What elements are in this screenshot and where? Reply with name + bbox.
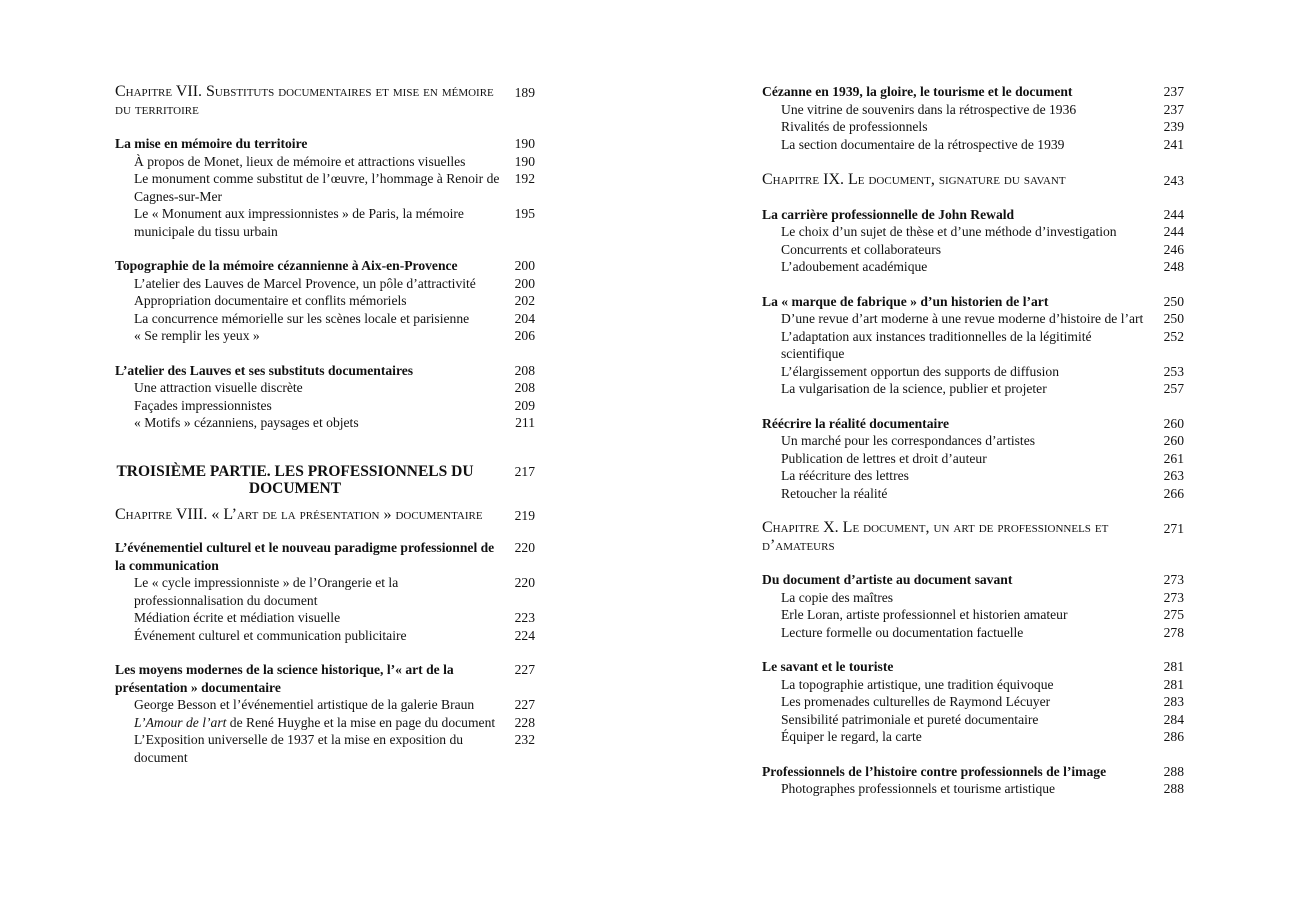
toc-entry-title: L’événementiel culturel et le nouveau paradigme professionnel de la communication (115, 540, 495, 573)
toc-entry-page-number: 278 (1163, 624, 1184, 640)
toc-entry-title: Erle Loran, artiste professionnel et historien amateur (781, 607, 1068, 622)
toc-entry-sub (762, 676, 1184, 694)
toc-entry-page-number: 223 (514, 610, 535, 625)
toc-entry-page-number: 250 (1163, 311, 1184, 326)
toc-entry-sub (115, 696, 535, 714)
toc-entry-page-number: 253 (1163, 363, 1184, 379)
toc-entry-title: TROISIÈME PARTIE. LES PROFESSIONNELS DU DOCUMENT (116, 462, 474, 497)
toc-entry-page-number: 288 (1163, 763, 1184, 779)
toc-entry-page-number: 271 (1163, 521, 1184, 536)
toc-entry-page-number: 219 (514, 507, 535, 523)
toc-entry-page-number: 206 (514, 328, 535, 343)
toc-entry-page-number: 209 (514, 397, 535, 413)
toc-entry-section (762, 293, 1184, 311)
toc-entry-page-number: 266 (1163, 485, 1184, 501)
toc-entry-page-number: 237 (1163, 101, 1184, 117)
toc-entry-page-number: 250 (1163, 293, 1184, 309)
toc-entry-sub (115, 153, 535, 171)
toc-entry-sub (115, 205, 535, 240)
toc-entry-section (115, 135, 535, 153)
toc-entry-italic-title: L’Amour de l’art (134, 714, 227, 730)
toc-entry-page-number: 273 (1163, 589, 1184, 605)
toc-entry-page-number: 261 (1163, 450, 1184, 466)
toc-entry-page-number: 273 (1163, 572, 1184, 587)
toc-entry-title: Topographie de la mémoire cézannienne à Aix-en-Provence (115, 258, 458, 273)
toc-entry-section (762, 206, 1184, 224)
toc-entry-title: La « marque de fabrique » d’un historien de l’art (762, 293, 1049, 309)
toc-entry-sub (762, 363, 1184, 381)
toc-entry-page-number: 275 (1163, 607, 1184, 622)
toc-entry-page-number: 246 (1163, 241, 1184, 257)
toc-entry-sub (762, 606, 1184, 624)
toc-entry-title: Publication de lettres et droit d’auteur (781, 450, 987, 466)
toc-entry-title: Équiper le regard, la carte (781, 729, 922, 744)
toc-entry-sub (762, 328, 1184, 363)
toc-entry-page-number: 190 (514, 136, 535, 151)
toc-entry-title: Événement culturel et communication publicitaire (134, 627, 407, 643)
toc-entry-chapter (762, 171, 1184, 189)
toc-entry-page-number: 239 (1163, 119, 1184, 134)
toc-entry-page-number: 204 (514, 310, 535, 326)
toc-entry-title: L’adoubement académique (781, 259, 928, 274)
toc-entry-title: Façades impressionnistes (134, 397, 272, 413)
toc-entry-page-number: 257 (1163, 381, 1184, 396)
toc-entry-page-number: 248 (1163, 259, 1184, 274)
toc-entry-sub (762, 223, 1184, 241)
toc-entry-section (762, 763, 1184, 781)
toc-entry-sub (115, 627, 535, 645)
toc-entry-page-number: 228 (514, 714, 535, 730)
toc-entry-title-rest: de René Huyghe et la mise en page du document (226, 714, 496, 730)
toc-entry-page-number: 224 (514, 627, 535, 643)
toc-entry-page-number: 241 (1163, 136, 1184, 152)
toc-entry-page-number: 189 (514, 85, 535, 100)
toc-entry-chapter (115, 506, 535, 524)
toc-entry-title: Chapitre VII. Substituts documentaires et mise en mémoire du territoire (115, 83, 494, 118)
toc-entry-page-number: 220 (514, 575, 535, 590)
toc-entry-page-number: 211 (515, 415, 535, 430)
toc-entry-sub (115, 310, 535, 328)
toc-entry-sub (762, 780, 1184, 798)
toc-entry-title: Une vitrine de souvenirs dans la rétrospective de 1936 (781, 101, 1077, 117)
toc-entry-page-number: 243 (1163, 173, 1184, 188)
toc-entry-page-number: 260 (1163, 415, 1184, 431)
toc-entry-title: Médiation écrite et médiation visuelle (134, 610, 341, 625)
toc-entry-title: Une attraction visuelle discrète (134, 380, 303, 395)
toc-entry-title: Réécrire la réalité documentaire (762, 415, 950, 431)
toc-entry-title: L’adaptation aux instances traditionnelles de la légitimité scientifique (781, 328, 1092, 361)
toc-entry-title: L’Exposition universelle de 1937 et la mise en exposition du document (134, 732, 464, 765)
toc-entry-title: La copie des maîtres (781, 589, 894, 605)
toc-entry-title: Les moyens modernes de la science historique, l’« art de la présentation » documentaire (115, 662, 454, 695)
toc-entry-sub (762, 241, 1184, 259)
toc-entry-page-number: 227 (514, 697, 535, 712)
toc-entry-title: Concurrents et collaborateurs (781, 241, 942, 257)
toc-entry-title: George Besson et l’événementiel artistique de la galerie Braun (134, 697, 475, 712)
toc-entry-title: La section documentaire de la rétrospective de 1939 (781, 136, 1065, 152)
toc-right-column (762, 83, 1184, 798)
toc-entry-page-number: 237 (1163, 84, 1184, 99)
toc-entry-title: Rivalités de professionnels (781, 119, 928, 134)
toc-entry-title: La réécriture des lettres (781, 468, 909, 483)
toc-entry-page-number: 252 (1163, 328, 1184, 344)
toc-entry-sub (115, 292, 535, 310)
toc-entry-chapter (115, 83, 535, 118)
toc-entry-title: La concurrence mémorielle sur les scènes locale et parisienne (134, 310, 470, 326)
toc-entry-sub (115, 414, 535, 432)
toc-entry-page-number: 244 (1163, 206, 1184, 222)
toc-entry-title: Les promenades culturelles de Raymond Lécuyer (781, 694, 1051, 709)
toc-entry-page-number: 286 (1163, 729, 1184, 744)
toc-entry-page-number: 190 (514, 153, 535, 169)
toc-entry-title: Chapitre X. Le document, un art de professionnels et d’amateurs (762, 519, 1109, 554)
toc-entry-title (115, 714, 535, 732)
toc-entry-sub (762, 432, 1184, 450)
toc-entry-sub (762, 101, 1184, 119)
toc-entry-title: La topographie artistique, une tradition équivoque (781, 676, 1054, 692)
toc-entry-sub (762, 485, 1184, 503)
toc-entry-section (115, 257, 535, 275)
toc-entry-title: Chapitre VIII. « L’art de la présentation » documentaire (115, 505, 483, 523)
toc-entry-title: Chapitre IX. Le document, signature du savant (762, 171, 1066, 188)
toc-entry-title: L’atelier des Lauves et ses substituts documentaires (115, 362, 414, 378)
toc-entry-sub (762, 118, 1184, 136)
toc-entry-title: « Se remplir les yeux » (134, 328, 260, 343)
toc-entry-section (115, 362, 535, 380)
toc-entry-sub (762, 728, 1184, 746)
toc-entry-page-number: 263 (1163, 468, 1184, 483)
toc-entry-sub (762, 711, 1184, 729)
toc-entry-title: « Motifs » cézanniens, paysages et objets (134, 415, 359, 430)
toc-entry-page-number: 192 (514, 171, 535, 186)
toc-entry-section (762, 658, 1184, 676)
toc-entry-sub (115, 609, 535, 627)
toc-entry-title: Du document d’artiste au document savant (762, 572, 1013, 587)
toc-entry-page-number: 227 (514, 662, 535, 677)
toc-entry-page-number: 281 (1163, 659, 1184, 674)
toc-entry-page-number: 202 (514, 293, 535, 308)
toc-entry-title: La vulgarisation de la science, publier et projeter (781, 381, 1047, 396)
toc-entry-sub (762, 693, 1184, 711)
toc-entry-section (115, 661, 535, 696)
toc-left-column (115, 83, 535, 766)
toc-entry-sub (115, 731, 535, 766)
toc-entry-page-number: 208 (514, 380, 535, 395)
toc-entry-sub (762, 589, 1184, 607)
toc-entry-title: Le « Monument aux impressionnistes » de Paris, la mémoire municipale du tissu urbain (134, 206, 464, 239)
toc-entry-section (762, 571, 1184, 589)
toc-entry-sub (762, 310, 1184, 328)
toc-entry-page-number: 284 (1163, 711, 1184, 727)
toc-entry-sub (115, 170, 535, 205)
toc-entry-page-number: 283 (1163, 694, 1184, 709)
toc-entry-sub (115, 397, 535, 415)
toc-entry-title: Retoucher la réalité (781, 485, 888, 501)
toc-entry-page-number: 208 (514, 362, 535, 378)
toc-entry-page-number: 232 (514, 732, 535, 747)
toc-entry-page-number: 281 (1163, 676, 1184, 692)
toc-entry-title: La carrière professionnelle de John Rewald (762, 206, 1015, 222)
toc-entry-title: Appropriation documentaire et conflits mémoriels (134, 293, 407, 308)
toc-entry-sub (115, 714, 535, 732)
toc-entry-page-number: 200 (514, 275, 535, 291)
toc-entry-page-number: 195 (514, 206, 535, 221)
toc-entry-title: Le monument comme substitut de l’œuvre, l’hommage à Renoir de Cagnes-sur-Mer (134, 171, 500, 204)
toc-entry-sub (762, 467, 1184, 485)
toc-entry-title: Photographes professionnels et tourisme artistique (781, 781, 1056, 796)
toc-entry-title: D’une revue d’art moderne à une revue moderne d’histoire de l’art (781, 311, 1144, 326)
toc-entry-sub (115, 574, 535, 609)
toc-entry-title: L’élargissement opportun des supports de diffusion (781, 363, 1060, 379)
toc-entry-sub (115, 327, 535, 345)
toc-entry-sub (762, 136, 1184, 154)
toc-entry-title: Le « cycle impressionniste » de l’Orangerie et la professionnalisation du document (134, 575, 399, 608)
toc-entry-section (762, 415, 1184, 433)
toc-entry-title: Le choix d’un sujet de thèse et d’une méthode d’investigation (781, 224, 1117, 239)
toc-entry-title: L’atelier des Lauves de Marcel Provence, un pôle d’attractivité (134, 275, 476, 291)
toc-entry-page-number: 260 (1163, 433, 1184, 448)
toc-entry-page-number: 288 (1163, 781, 1184, 796)
toc-entry-section (762, 83, 1184, 101)
toc-entry-title: Lecture formelle ou documentation factuelle (781, 624, 1024, 640)
toc-entry-page-number: 200 (514, 258, 535, 273)
toc-entry-part (115, 463, 535, 497)
toc-entry-title: Professionnels de l’histoire contre professionnels de l’image (762, 763, 1107, 779)
toc-entry-title: Le savant et le touriste (762, 659, 894, 674)
toc-entry-title: Cézanne en 1939, la gloire, le tourisme et le document (762, 84, 1073, 99)
toc-entry-page-number: 244 (1163, 224, 1184, 239)
toc-entry-title: À propos de Monet, lieux de mémoire et attractions visuelles (134, 153, 466, 169)
toc-entry-section (115, 539, 535, 574)
toc-entry-title: Sensibilité patrimoniale et pureté documentaire (781, 711, 1039, 727)
toc-entry-page-number: 217 (514, 463, 535, 479)
toc-entry-sub (115, 275, 535, 293)
toc-entry-page-number: 220 (514, 540, 535, 555)
toc-entry-title: Un marché pour les correspondances d’artistes (781, 433, 1036, 448)
toc-entry-sub (762, 624, 1184, 642)
toc-entry-sub (762, 450, 1184, 468)
toc-entry-chapter (762, 519, 1184, 554)
toc-entry-sub (115, 379, 535, 397)
toc-entry-sub (762, 258, 1184, 276)
toc-entry-title: La mise en mémoire du territoire (115, 136, 308, 151)
toc-entry-sub (762, 380, 1184, 398)
